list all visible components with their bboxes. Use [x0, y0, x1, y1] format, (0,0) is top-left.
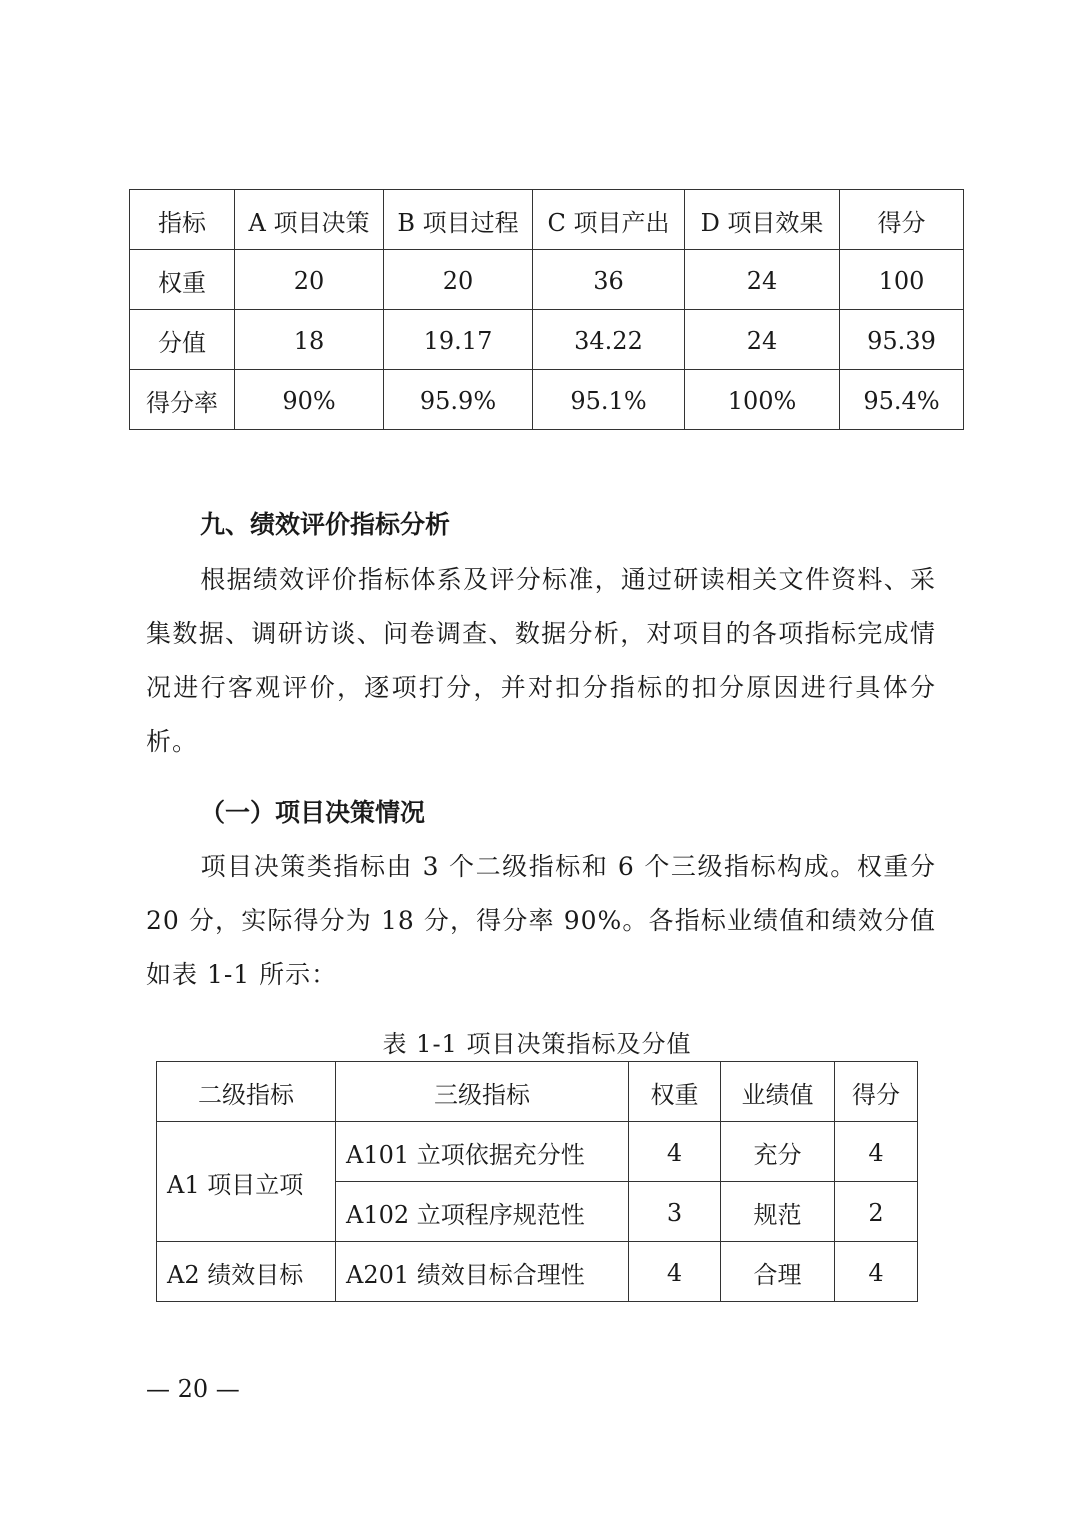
table-cell: 100%: [685, 370, 840, 430]
subsection-heading: （一）项目决策情况: [200, 798, 426, 827]
table-caption: 表 1-1 项目决策指标及分值: [382, 1030, 692, 1058]
row-label: 权重: [130, 250, 235, 310]
table-cell: 18: [235, 310, 384, 370]
header-cell: B 项目过程: [384, 190, 533, 250]
header-cell: 得分: [835, 1062, 918, 1122]
table-row: [130, 250, 964, 310]
table-cell: 34.22: [533, 310, 685, 370]
level2-indicator: A2 绩效目标: [157, 1242, 336, 1302]
table-cell: 36: [533, 250, 685, 310]
section-heading: 九、绩效评价指标分析: [200, 510, 451, 539]
header-cell: 业绩值: [721, 1062, 835, 1122]
value-cell: 充分: [721, 1122, 835, 1182]
table-cell: 20: [235, 250, 384, 310]
value-cell: 合理: [721, 1242, 835, 1302]
page-number: — 20 —: [146, 1375, 240, 1403]
header-cell: 权重: [629, 1062, 721, 1122]
header-cell: C 项目产出: [533, 190, 685, 250]
table-cell: 95.4%: [840, 370, 964, 430]
table-cell: 95.9%: [384, 370, 533, 430]
summary-score-table: [129, 189, 964, 430]
table-cell: 24: [685, 250, 840, 310]
table-cell: 95.39: [840, 310, 964, 370]
level2-indicator: A1 项目立项: [157, 1122, 336, 1242]
weight-cell: 4: [629, 1122, 721, 1182]
header-cell: 指标: [130, 190, 235, 250]
table-header-row: [130, 190, 964, 250]
section-paragraph: [146, 553, 936, 769]
header-cell: D 项目效果: [685, 190, 840, 250]
level3-indicator: A102 立项程序规范性: [336, 1182, 629, 1242]
table-cell: 20: [384, 250, 533, 310]
level3-indicator: A101 立项依据充分性: [336, 1122, 629, 1182]
table-row: [157, 1122, 918, 1182]
section-paragraph-text: 根据绩效评价指标体系及评分标准，通过研读相关文件资料、采集数据、调研访谈、问卷调查、数据分析，对项目的各项指标完成情况进行客观评价，逐项打分，并对扣分指标的扣分原因进行具体分析。: [146, 565, 936, 756]
row-label: 得分率: [130, 370, 235, 430]
table-cell: 19.17: [384, 310, 533, 370]
value-cell: 规范: [721, 1182, 835, 1242]
header-cell: 三级指标: [336, 1062, 629, 1122]
table-header-row: [157, 1062, 918, 1122]
table-row: [130, 370, 964, 430]
score-cell: 2: [835, 1182, 918, 1242]
level3-indicator: A201 绩效目标合理性: [336, 1242, 629, 1302]
header-cell: 二级指标: [157, 1062, 336, 1122]
header-cell: A 项目决策: [235, 190, 384, 250]
table-cell: 95.1%: [533, 370, 685, 430]
subsection-paragraph-text: 项目决策类指标由 3 个二级指标和 6 个三级指标构成。权重分 20 分，实际得分为 18 分，得分率 90%。各指标业绩值和绩效分值如表 1-1 所示：: [146, 852, 936, 989]
table-cell: 24: [685, 310, 840, 370]
table-cell: 100: [840, 250, 964, 310]
weight-cell: 3: [629, 1182, 721, 1242]
decision-indicator-table: [156, 1061, 918, 1302]
row-label: 分值: [130, 310, 235, 370]
header-cell: 得分: [840, 190, 964, 250]
weight-cell: 4: [629, 1242, 721, 1302]
table-row: [157, 1242, 918, 1302]
table-row: [130, 310, 964, 370]
score-cell: 4: [835, 1122, 918, 1182]
score-cell: 4: [835, 1242, 918, 1302]
subsection-paragraph: [146, 840, 936, 1002]
table-cell: 90%: [235, 370, 384, 430]
